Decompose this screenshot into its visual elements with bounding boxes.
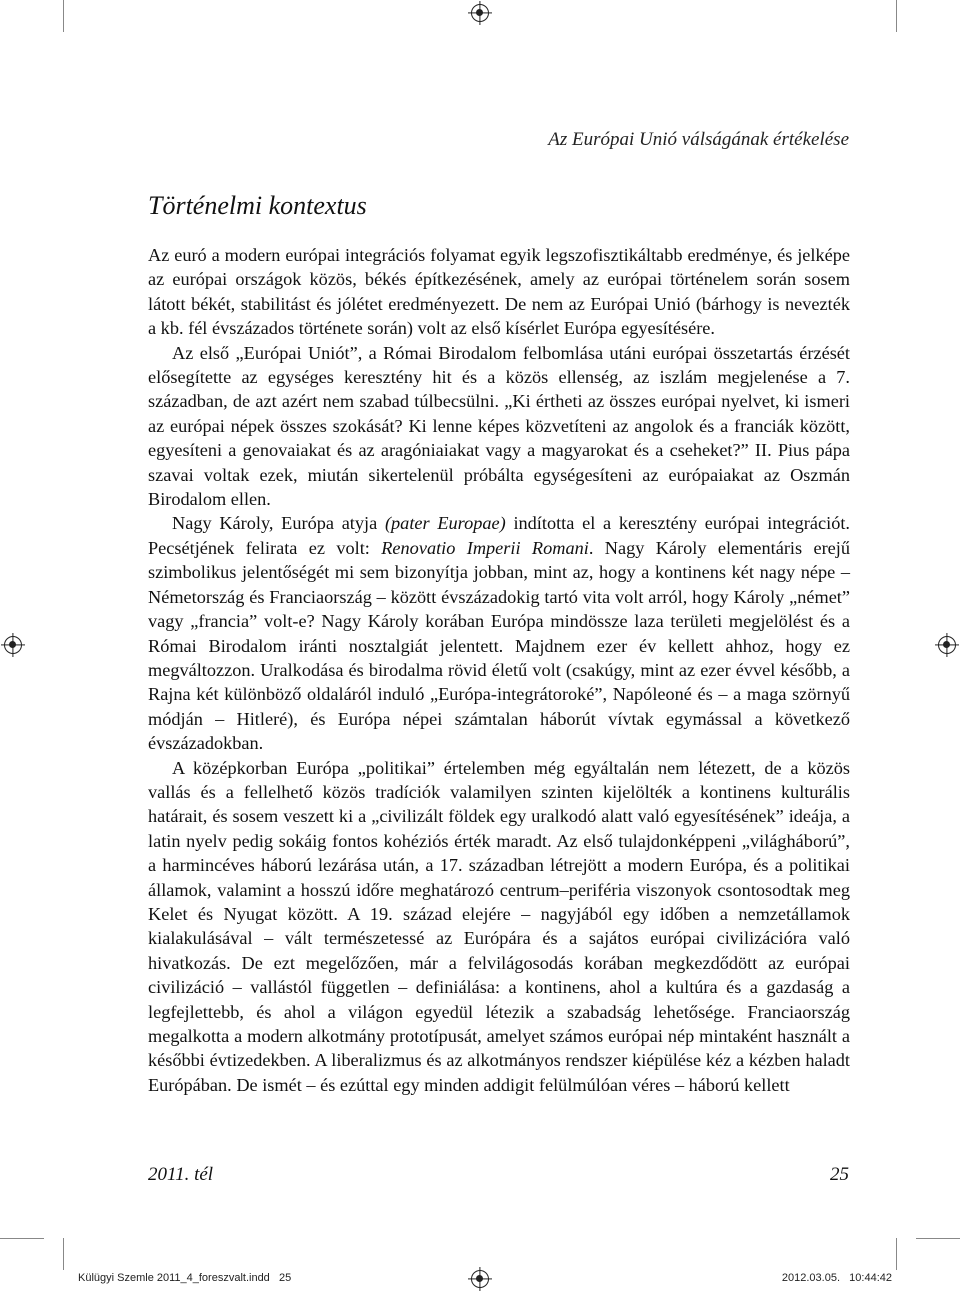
article-body xyxy=(148,243,850,1097)
print-slug-timestamp: 2012.03.05. 10:44:42 xyxy=(781,1272,892,1284)
page-number: 25 xyxy=(830,1164,849,1185)
paragraph-3-part-3: . Nagy Károly elementáris erejű szimbolikus jelentőségét mi sem bizonyítja jobban, mint az, hogy a kontinens két nagy népe – Németország és Franciaország – között évszázadokig tartó vita volt arról, hogy Károly „német” vagy „francia” volt-e? Nagy Károly korában Európa mindössze laza területi megjelölést és a Római Birodalom iránti nosztalgiát jelentett. Majdnem ezer év kellett ahhoz, hogy ez megváltozzon. Uralkodása és birodalma rövid életű volt (csakúgy, mint az ezer évvel később, a Rajna két különböző oldaláról induló „Európa-integrátoroké”, Napóleoné és – a maga szörnyű módján – Hitleré), és Európa népei számtalan háborút vívtak egymással a következő évszázadokban. xyxy=(148,537,850,754)
paragraph-3-part-2: indította el a keresztény európai integrációt. Pecsétjének felirata ez volt: xyxy=(148,513,850,558)
paragraph-4: A középkorban Európa „politikai” értelemben még egyáltalán nem létezett, de a közös vallás és a fellelhető közös tradíciók valamilyen szinten kijelölték a kontinens kulturális határait, és sosem veszett ki a „civilizált földek egy uralkodó alatt való egyesítésének” ideája, a latin nyelv pedig sokáig fontos kohéziós érték maradt. Az első tulajdonképpeni „világháború”, a harmincéves háború lezárása után, a 17. században létrejött a modern Európa, és a politikai államok, valamint a hosszú időre meghatározó centrum–periféria viszonyok csontosodtak meg Kelet és Nyugat között. A 19. század elejére – nagyjából egy időben a nemzetállamok kialakulásával – vált természetessé az Európára és a sajátos európai civilizációra való hivatkozás. De ezt megelőzően, már a felvilágosodás korában megkezdődött az európai civilizáció – vallástól független – definiálása: a kontinens, ahol a kultúra és a gazdaság a legfejlettebb, és ahol a világon egyedül létezik a szabadság lehetősége. Franciaország megalkotta a modern alkotmány prototípusát, amelyet számos európai nép mintaként használt a későbbi évtizedekben. A liberalizmus és az alkotmányos rendszer kiépülése kéz a kézben haladt Európában. De ismét – és ezúttal egy minden addigit felülmúlóan véres – háború kellett xyxy=(148,757,850,1095)
running-head: Az Európai Unió válságának értékelése xyxy=(548,129,849,150)
registration-mark-right-icon xyxy=(938,636,956,654)
issue-date: 2011. tél xyxy=(148,1164,214,1185)
registration-mark-top-icon xyxy=(471,4,489,22)
section-title: Történelmi kontextus xyxy=(148,191,367,220)
paragraph-3 xyxy=(148,511,850,755)
print-slug-filename: Külügyi Szemle 2011_4_foreszvalt.indd 25 xyxy=(78,1272,292,1284)
paragraph-1: Az euró a modern európai integrációs folyamat egyik legszofisztikáltabb eredménye, és jelképe az európai országok közös, békés építkezésének, amely az európai történelem során sosem látott békét, stabilitást és jólétet eredményezett. De nem az Európai Unió (bárhogy is nevezték a kb. fél évszázados története során) volt az első kísérlet Európa egyesítésére. xyxy=(148,245,850,339)
crop-line-top-left xyxy=(63,0,64,32)
latin-seal-inscription: Renovatio Imperii Romani xyxy=(381,537,589,558)
paragraph-2: Az első „Európai Uniót”, a Római Birodalom felbomlása utáni európai összetartás érzését elősegítette az egységes keresztény hit és a közös ellenség, az iszlám megjelenése a 7. században, de azt azért nem szabad túlbecsülni. „Ki értheti az összes európai nyelvet, ki ismeri az európai népek összes szokását? Ki lenne képes közvetíteni az angolok és a franciák között, egyesíteni a genovaiakat és az aragóniaiakat vagy a magyarokat és a cseheket?” II. Pius pápa szavai voltak ezek, miután sikertelenül próbálta egységesíteni az európaiakat az Oszmán Birodalom ellen. xyxy=(148,342,850,510)
latin-term-pater-europae: (pater Europae) xyxy=(384,513,506,534)
crop-line-bottom-left xyxy=(63,1238,64,1270)
registration-mark-left-icon xyxy=(4,636,22,654)
crop-line-bottom-right-h xyxy=(916,1238,960,1239)
crop-line-bottom-left-h xyxy=(0,1238,44,1239)
registration-mark-bottom-icon xyxy=(471,1270,489,1288)
paragraph-3-part-1: Nagy Károly, Európa atyja xyxy=(172,513,385,534)
crop-line-bottom-right xyxy=(896,1238,897,1270)
crop-line-top-right xyxy=(896,0,897,32)
